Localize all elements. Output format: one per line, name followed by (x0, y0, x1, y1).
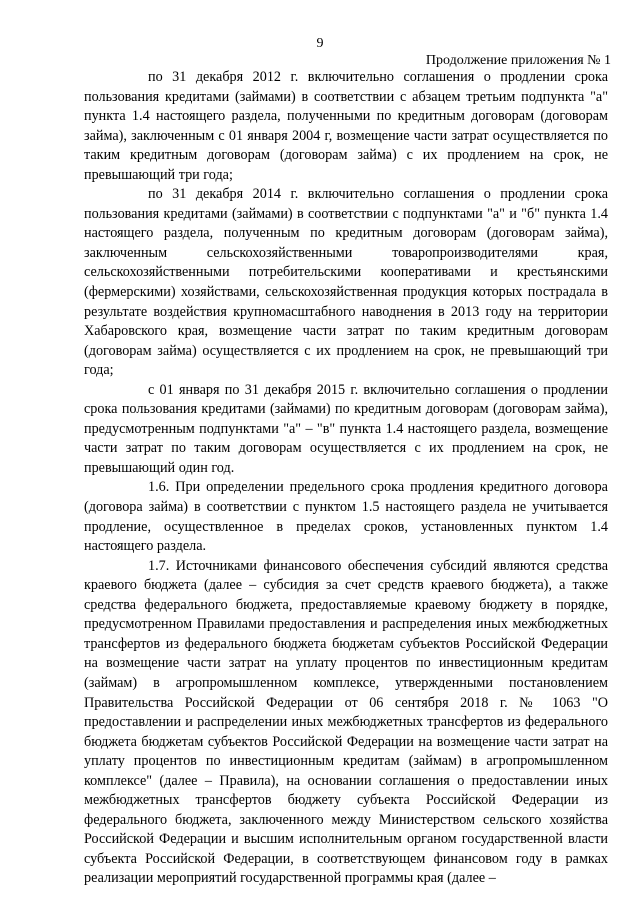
paragraph: 1.6. При определении предельного срока продления кредитного договора (договора займа) в соответствии с пунктом 1.5 настоящего раздела не учитывается продление, осуществленное в пределах сроков, установленных пунктом 1.4 настоящего раздела. (84, 479, 608, 555)
paragraph: 1.7. Источниками финансового обеспечения субсидий являются средства краевого бюджета (далее – субсидия за счет средств краевого бюджета), а также средства федерального бюджета, предоставляемые краевому бюджету в порядке, предусмотренном Правилами предоставления и распределения иных межбюджетных трансфертов из федерального бюджета бюджетам субъектов Российской Федерации на возмещение части затрат на уплату процентов по инвестиционным кредитам (займам) в агропромышленном комплексе, утвержденными постановлением Правительства Российской Федерации от 06 сентября 2018 г. № 1063 "О предоставлении и распределении иных межбюджетных трансфертов из федерального бюджета бюджетам субъектов Российской Федерации на возмещение части затрат на уплату процентов по инвестиционным кредитам (займам) в агропромышленном комплексе" (далее – Правила), на основании соглашения о предоставлении иных межбюджетных трансфертов бюджету субъекта Российской Федерации из федерального бюджета, заключенного между Министерством сельского хозяйства Российской Федерации и высшим исполнительным органом государственной власти субъекта Российской Федерации, в соответствующем финансовом году в рамках реализации мероприятий государственной программы края (далее – (84, 557, 608, 887)
paragraph: с 01 января по 31 декабря 2015 г. включительно соглашения о продлении срока пользования кредитами (займами) по кредитным договорам (договорам займа), предусмотренным подпунктами "а" – "в" пункта 1.4 настоящего раздела, возмещение части затрат по таким договорам осуществляется с их продлением на срок, не превышающий один год. (84, 381, 608, 476)
page-number: 9 (316, 36, 324, 51)
document-body (84, 68, 608, 889)
appendix-continuation-label: Продолжение приложения № 1 (425, 53, 611, 68)
paragraph: по 31 декабря 2014 г. включительно соглашения о продлении срока пользования кредитами (займами) в соответствии с подпунктами "а" и "б" пункта 1.4 настоящего раздела, полученным по кредитным договорам (договорам займа), заключенным сельскохозяйственными товаропроизводителями края, сельскохозяйственными потребительскими кооперативами и крестьянскими (фермерскими) хозяйствами, сельскохозяйственная продукция которых пострадала в результате воздействия крупномасштабного наводнения в 2013 году на территории Хабаровского края, возмещение части затрат по таким кредитным договорам (договорам займа) осуществляется с их продлением на срок, не превышающий три года; (84, 186, 608, 379)
paragraph: по 31 декабря 2012 г. включительно соглашения о продлении срока пользования кредитами (займами) в соответствии с абзацем третьим подпункта "а" пункта 1.4 настоящего раздела, полученными по кредитным договорам (договорам займа), заключенным с 01 января 2004 г, возмещение части затрат осуществляется по таким кредитным договорам (договорам займа) с их продлением на срок, не превышающий три года; (84, 69, 608, 183)
